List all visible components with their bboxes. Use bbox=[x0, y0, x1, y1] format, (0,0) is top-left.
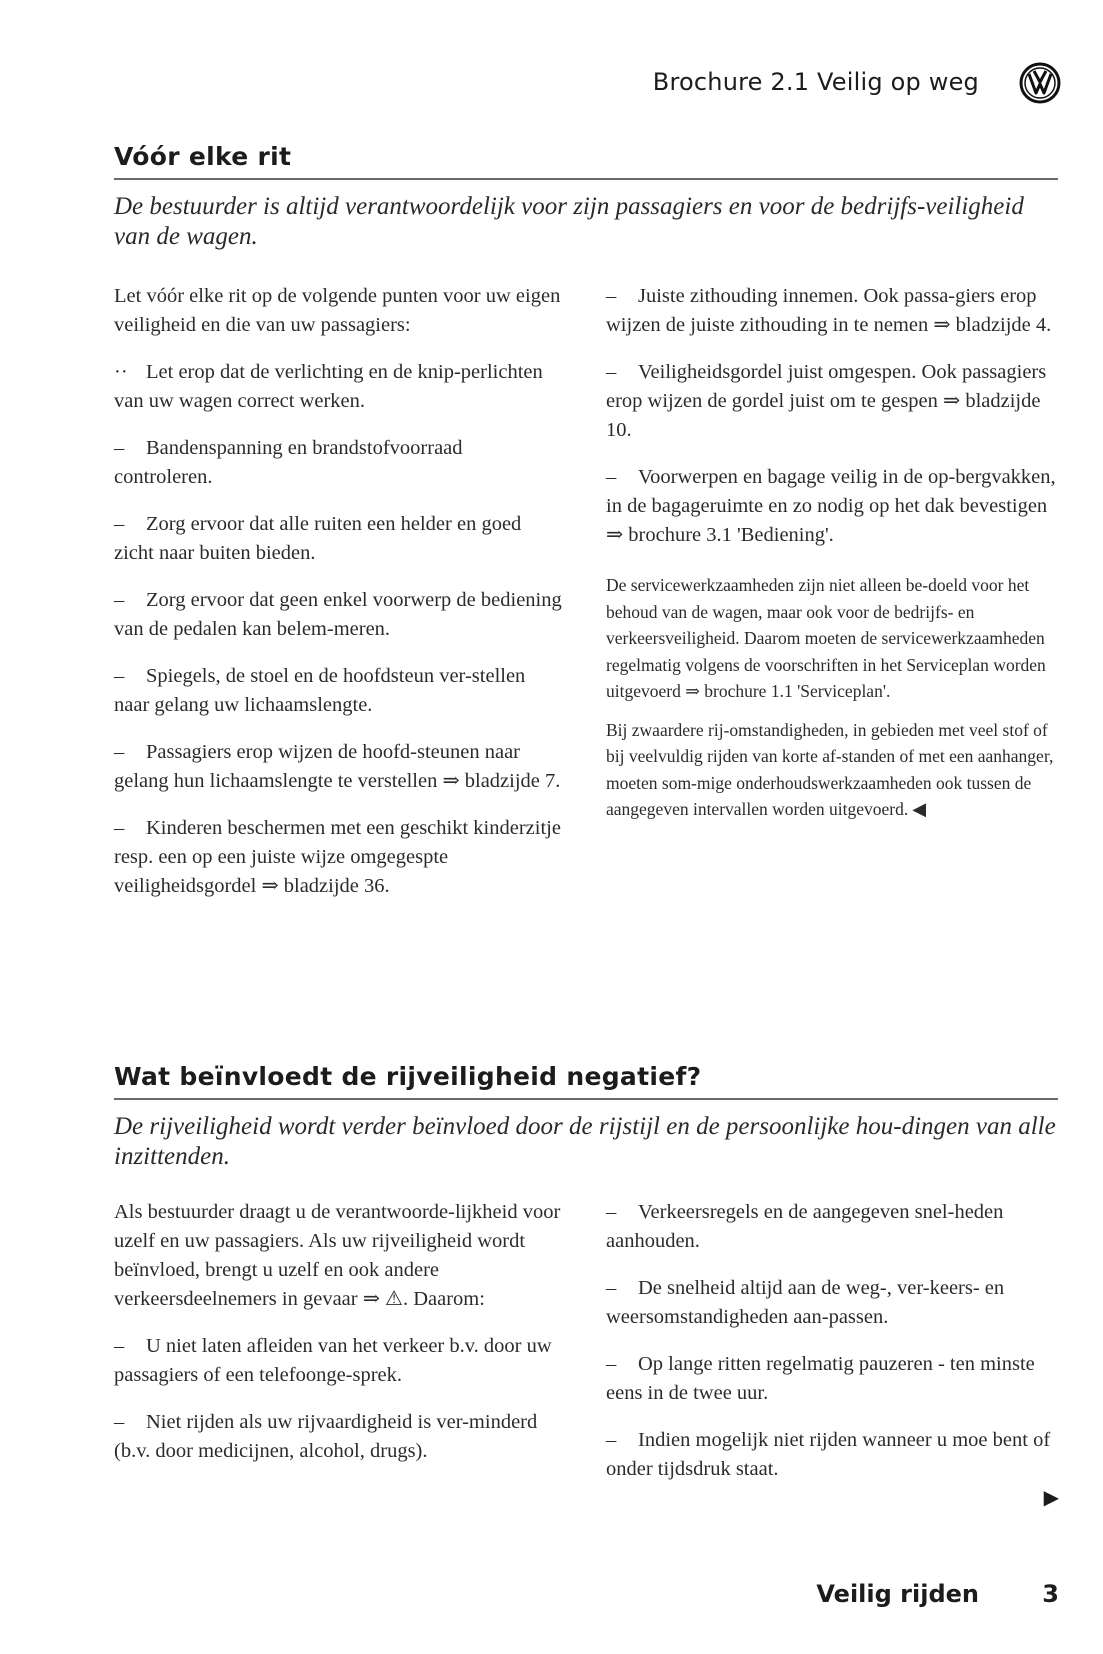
section-title: Wat beïnvloedt de rijveiligheid negatief? bbox=[114, 1062, 1058, 1100]
page-number: 3 bbox=[1042, 1580, 1059, 1608]
list-item: – Op lange ritten regelmatig pauzeren - ten minste eens in de twee uur. bbox=[606, 1353, 1035, 1404]
list-item: – Zorg ervoor dat alle ruiten een helder en goed zicht naar buiten bieden. bbox=[114, 513, 522, 564]
list-item: – Juiste zithouding innemen. Ook passa-giers erop wijzen de juiste zithouding in te nemen ⇒ bladzijde 4. bbox=[606, 285, 1052, 336]
end-of-section-icon: ◀ bbox=[912, 799, 927, 819]
section-title: Vóór elke rit bbox=[114, 142, 1058, 180]
list-item: – Kinderen beschermen met een geschikt kinderzitje resp. een op een juiste wijze omgegespte veiligheidsgordel ⇒ bladzijde 36. bbox=[114, 817, 561, 897]
section-lead: De rijveiligheid wordt verder beïnvloed door de rijstijl en de persoonlijke hou-dingen van alle inzittenden. bbox=[114, 1113, 1056, 1170]
running-head: Brochure 2.1 Veilig op weg bbox=[652, 68, 979, 96]
intro-paragraph: Als bestuurder draagt u de verantwoorde-lijkheid voor uzelf en uw passagiers. Als uw rijveiligheid wordt beïnvloed, brengt u uzelf en ook andere verkeersdeelnemers in gevaar ⇒ ⚠. Daarom: bbox=[114, 1201, 561, 1310]
left-column bbox=[114, 1198, 564, 1502]
list-item: – Verkeersregels en de aangegeven snel-heden aanhouden. bbox=[606, 1201, 1004, 1252]
continue-arrow-icon: ▶ bbox=[1043, 1487, 1059, 1509]
list-item: – De snelheid altijd aan de weg-, ver-keers- en weersomstandigheden aan-passen. bbox=[606, 1277, 1005, 1328]
intro-paragraph: Let vóór elke rit op de volgende punten voor uw eigen veiligheid en die van uw passagiers: bbox=[114, 285, 561, 336]
list-item: – U niet laten afleiden van het verkeer b.v. door uw passagiers of een telefoonge-sprek. bbox=[114, 1335, 552, 1386]
left-column bbox=[114, 282, 564, 919]
footer-chapter-title: Veilig rijden bbox=[816, 1580, 979, 1608]
service-note: De servicewerkzaamheden zijn niet alleen be-doeld voor het behoud van de wagen, maar ook voor de bedrijfs- en verkeersveiligheid. Daarom moeten de servicewerkzaamheden regelmatig volgens de voorschriften in het Serviceplan worden uitgevoerd ⇒ brochure 1.1 'Serviceplan'. bbox=[606, 575, 1046, 701]
list-item: – Voorwerpen en bagage veilig in de op-bergvakken, in de bagageruimte en zo nodig op het dak bevestigen ⇒ brochure 3.1 'Bediening'. bbox=[606, 466, 1056, 546]
vw-logo-icon bbox=[1019, 62, 1061, 104]
heavy-conditions-note: Bij zwaardere rij-omstandigheden, in gebieden met veel stof of bij veelvuldig rijden van korte af-standen of met een aanhanger, moeten som-mige onderhoudswerkzaamheden ook tussen de aangegeven intervallen worden uitgevoerd. ◀ bbox=[606, 719, 1054, 819]
section-before-each-ride bbox=[114, 142, 1058, 919]
right-column bbox=[606, 1198, 1058, 1502]
right-column bbox=[606, 282, 1058, 919]
list-item: – Veiligheidsgordel juist omgespen. Ook passagiers erop wijzen de gordel juist om te gespen ⇒ bladzijde 10. bbox=[606, 361, 1047, 441]
list-item: – Bandenspanning en brandstofvoorraad controleren. bbox=[114, 437, 463, 488]
list-item: – Indien mogelijk niet rijden wanneer u moe bent of onder tijdsdruk staat. bbox=[606, 1429, 1051, 1480]
list-item: – Passagiers erop wijzen de hoofd-steunen naar gelang hun lichaamslengte te verstellen ⇒ bladzijde 7. bbox=[114, 741, 561, 792]
list-item: – Zorg ervoor dat geen enkel voorwerp de bediening van de pedalen kan belem-meren. bbox=[114, 589, 562, 640]
section-driving-safety-negative bbox=[114, 1062, 1058, 1502]
section-lead: De bestuurder is altijd verantwoordelijk voor zijn passagiers en voor de bedrijfs-veiligheid van de wagen. bbox=[114, 193, 1024, 250]
list-item: – Spiegels, de stoel en de hoofdsteun ver-stellen naar gelang uw lichaamslengte. bbox=[114, 665, 526, 716]
list-item: ·· Let erop dat de verlichting en de knip-perlichten van uw wagen correct werken. bbox=[114, 361, 543, 412]
warning-triangle-icon[interactable]: ⚠ bbox=[385, 1288, 403, 1310]
list-item: – Niet rijden als uw rijvaardigheid is ver-minderd (b.v. door medicijnen, alcohol, drugs). bbox=[114, 1411, 538, 1462]
